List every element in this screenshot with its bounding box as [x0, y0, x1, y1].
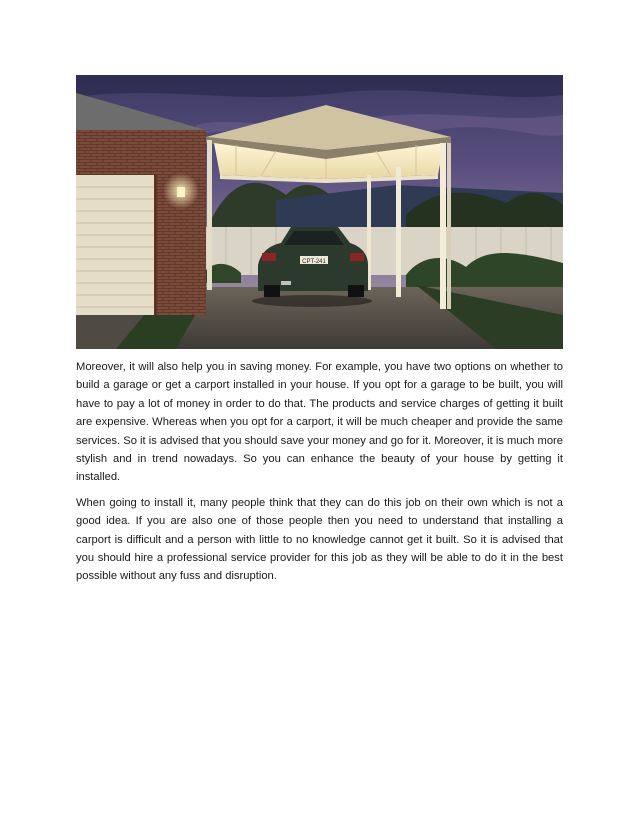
paragraph-1: Moreover, it will also help you in saving money. For example, you have two options on whether to build a garage or get a carport installed in your house. If you opt for a garage to be built, you will have to pay a lot of money in order to do that. The products and service charges of getting it built are expensive. Whereas when you opt for a carport, it will be much cheaper and provide the same services. So it is advised that you should save your money and go for it. Moreover, it is much more stylish and in trend nowadays. So you can enhance the beauty of your house by getting it installed.	[76, 361, 563, 484]
paragraph-2: When going to install it, many people think that they can do this job on their own which is not a good idea. If you are also one of those people then you need to understand that installing a carport is difficult and a person with little to no knowledge cannot get it built. So it is advised that you should hire a professional service provider for this job as they will be able to do it in the best possible without any fuss and disruption.	[76, 496, 563, 583]
article-body	[76, 358, 563, 593]
carport-photo	[76, 75, 563, 349]
license-plate-text: CPT-241	[302, 259, 326, 265]
